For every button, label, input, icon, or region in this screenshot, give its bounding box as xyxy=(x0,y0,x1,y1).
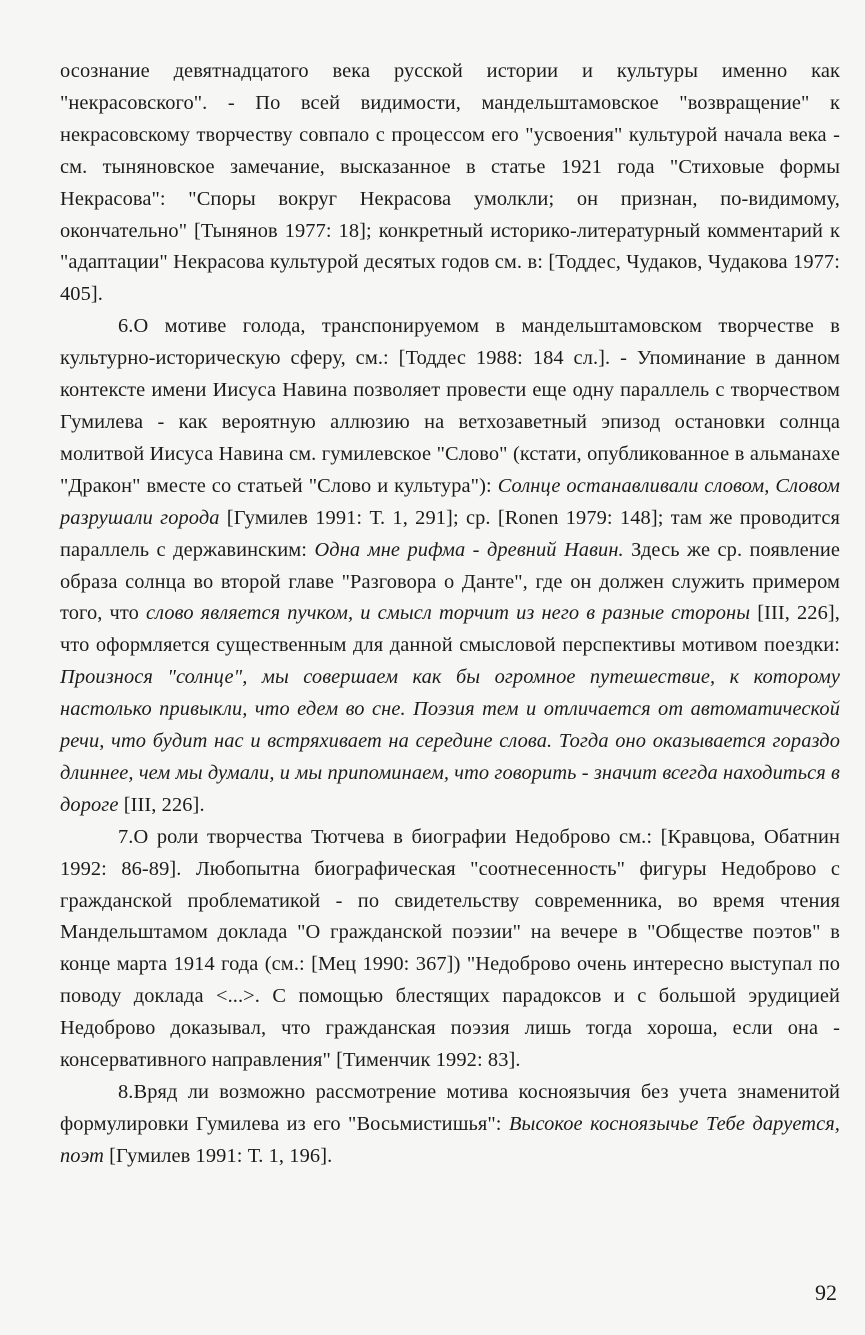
page-body xyxy=(60,56,840,1173)
quote-run: Произнося "солнце", мы совершаем как бы огромное путешествие, к которому настолько привыкли, что едем во сне. Поэзия тем и отличается от автоматической речи, что будит нас и встряхивает на середине слова. Тогда оно оказывается гораздо длиннее, чем мы думали, и мы припоминаем, что говорить - значит всегда находиться в дороге xyxy=(60,666,840,816)
text-run: осознание девятнадцатого века русской истории и культуры именно как "некрасовского". - По всей видимости, мандельштамовское "возвращение" к некрасовскому творчеству совпало с процессом его "усвоения" культурой начала века - см. тыняновское замечание, высказанное в статье 1921 года "Стиховые формы Некрасова": "Споры вокруг Некрасова умолкли; он признан, по-видимому, окончательно" [Тынянов 1977: 18]; конкретный историко-литературный комментарий к "адаптации" Некрасова культурой десятых годов см. в: [Тоддес, Чудаков, Чудакова 1977: 405]. xyxy=(60,60,840,306)
quote-run: Высокое косноязычье Тебе даруется, поэт xyxy=(60,1112,840,1167)
note-7 xyxy=(60,822,840,1077)
text-run: 7.О роли творчества Тютчева в биографии Недоброво см.: [Кравцова, Обатнин 1992: 86-89]. Любопытна биографическая "соотнесенность" фигуры Недоброво с гражданской проблематикой - по свидетельству современника, во время чтения Мандельштамом доклада "О гражданской поэзии" на вечере в "Обществе поэтов" в конце марта 1914 года (см.: [Мец 1990: 367]) "Недоброво очень интересно выступал по поводу доклада <...>. С помощью блестящих парадоксов и с большой эрудицией Недоброво доказывал, что гражданская поэзия лишь тогда хороша, если она - консервативного направления" [Тименчик 1992: 83]. xyxy=(60,825,840,1072)
paragraph-intro xyxy=(60,56,840,311)
text-run: 8.Вряд ли возможно рассмотрение мотива косноязычия без учета знаменитой формулировки Гумилева из его "Восьмистишья": xyxy=(60,1081,840,1135)
quote-run: Одна мне рифма - древний Навин. xyxy=(314,538,624,561)
quote-run: Солнце останавливали словом, Словом разрушали города xyxy=(60,474,840,529)
page-number: 92 xyxy=(815,1280,837,1305)
text-run: [III, 226], что оформляется существенным для данной смысловой перспективы мотивом поездки: xyxy=(60,602,840,657)
text-run: [Гумилев 1991: Т. 1, 196]. xyxy=(103,1144,333,1167)
text-run: 6.О мотиве голода, транспонируемом в мандельштамовском творчестве в культурно-историческую сферу, см.: [Тоддес 1988: 184 сл.]. - Упоминание в данном контексте имени Иисуса Навина позволяет провести еще одну параллель с творчеством Гумилева - как вероятную аллюзию на ветхозаветный эпизод остановки солнца молитвой Иисуса Навина см. гумилевское "Слово" (кстати, опубликованное в альманахе "Дракон" вместе со статьей "Слово и культура"): xyxy=(60,315,840,497)
quote-run: слово является пучком, и смысл торчит из него в разные стороны xyxy=(145,602,751,625)
text-run: [Гумилев 1991: Т. 1, 291]; ср. [Ronen 1979: 148]; там же проводится параллель с державинским: xyxy=(60,506,841,561)
text-run: [III, 226]. xyxy=(118,793,205,816)
note-6 xyxy=(60,311,840,822)
note-8 xyxy=(60,1077,840,1173)
text-run: Здесь же ср. появление образа солнца во второй главе "Разговора о Данте", где он должен служить примером того, что xyxy=(60,538,840,625)
